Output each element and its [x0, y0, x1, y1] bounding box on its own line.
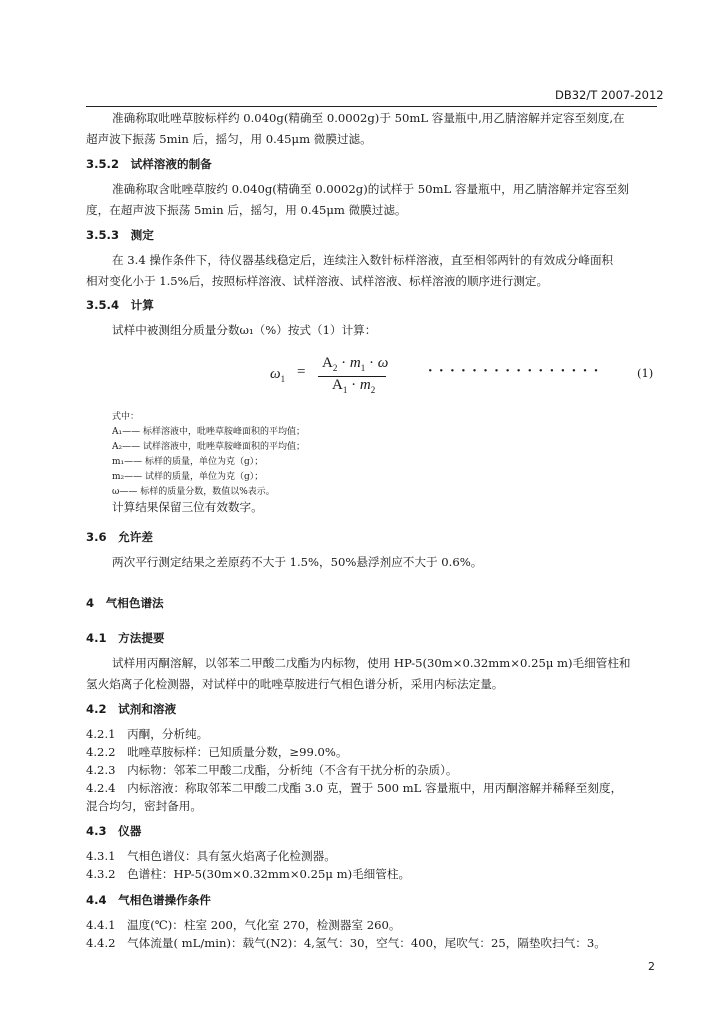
paragraph-line: 试样用丙酮溶解，以邻苯二甲酸二戊酯为内标物，使用 HP-5(30m×0.32mm×0.25μ m)毛细管柱和	[112, 656, 631, 670]
list-item: 4.3.2 色谱柱：HP-5(30m×0.32mm×0.25μ m)毛细管柱。	[86, 867, 411, 881]
list-item: 4.3.1 气相色谱仪：具有氢火焰离子化检测器。	[86, 849, 336, 863]
formula-numerator: $A_2 \cdot m_1 \cdot \omega$	[322, 355, 389, 373]
section-heading: 4.2 试剂和溶液	[86, 702, 177, 716]
formula-denominator: $A_1 \cdot m_2$	[332, 377, 376, 395]
header-rule	[86, 106, 657, 107]
document-number: DB32/T 2007-2012	[555, 88, 664, 102]
list-item: 4.2.2 吡唑草胺标样：已知质量分数，≥99.0%。	[86, 745, 348, 759]
list-item: 4.2.1 丙酮，分析纯。	[86, 727, 209, 741]
chapter-heading: 4 气相色谱法	[86, 596, 164, 610]
section-heading: 3.5.3 测定	[86, 228, 154, 242]
section-heading: 4.3 仪器	[86, 824, 142, 838]
paragraph-line: 氢火焰离子化检测器，对试样中的吡唑草胺进行气相色谱分析，采用内标法定量。	[86, 677, 504, 691]
section-heading: 4.1 方法提要	[86, 631, 165, 645]
paragraph-line: 准确称取含吡唑草胺约 0.040g(精确至 0.0002g)的试样于 50mL 容量瓶中，用乙腈溶解并定容至刻	[112, 182, 629, 196]
formula-leader-dots: · · · · · · · · · · · · · · · ·	[428, 364, 600, 379]
definition-line: m₁—— 标样的质量，单位为克（g）；	[112, 457, 264, 467]
list-item: 4.4.2 气体流量( mL/min)：载气(N2)：4,氢气：30，空气：400，尾吹气：25，隔垫吹扫气：3。	[86, 936, 606, 950]
paragraph-line: 准确称取吡唑草胺标样约 0.040g(精确至 0.0002g)于 50mL 容量瓶中,用乙腈溶解并定容至刻度,在	[112, 111, 625, 125]
paragraph-line: 度，在超声波下振荡 5min 后，摇匀，用 0.45μm 微膜过滤。	[86, 203, 407, 217]
list-item: 4.2.4 内标溶液：称取邻苯二甲酸二戊酯 3.0 克，置于 500 mL 容量瓶中，用丙酮溶解并稀释至刻度，	[86, 781, 623, 795]
formula-number: (1)	[637, 366, 654, 380]
paragraph-line: 计算结果保留三位有效数字。	[112, 500, 263, 514]
section-heading: 4.4 气相色谱操作条件	[86, 893, 211, 907]
definition-line: A₁—— 标样溶液中，吡唑草胺峰面积的平均值；	[112, 427, 305, 437]
formula-equals: =	[297, 364, 306, 380]
definition-line: ω—— 标样的质量分数，数值以%表示。	[112, 487, 275, 497]
page-number: 2	[648, 960, 655, 973]
list-item: 4.4.1 温度(℃)：柱室 200，气化室 270，检测器室 260。	[86, 918, 401, 932]
paragraph-line: 相对变化小于 1.5%后，按照标样溶液、试样溶液、试样溶液、标样溶液的顺序进行测定。	[86, 274, 549, 288]
list-item: 4.2.3 内标物：邻苯二甲酸二戊酯，分析纯（不含有干扰分析的杂质）。	[86, 763, 458, 777]
section-heading: 3.5.2 试样溶液的制备	[86, 157, 212, 171]
list-item: 混合均匀，密封备用。	[86, 799, 202, 813]
paragraph-line: 试样中被测组分质量分数ω₁（%）按式（1）计算：	[112, 323, 377, 337]
section-heading: 3.6 允许差	[86, 530, 153, 544]
section-heading: 3.5.4 计算	[86, 298, 154, 312]
paragraph-line: 超声波下振荡 5min 后，摇匀，用 0.45μm 微膜过滤。	[86, 132, 372, 146]
paragraph-line: 在 3.4 操作条件下，待仪器基线稳定后，连续注入数针标样溶液，直至相邻两针的有效成分峰面积	[112, 253, 614, 267]
definition-line: m₂—— 试样的质量，单位为克（g）；	[112, 472, 264, 482]
definition-line: A₂—— 试样溶液中，吡唑草胺峰面积的平均值；	[112, 442, 305, 452]
where-label: 式中：	[112, 412, 140, 422]
paragraph-line: 两次平行测定结果之差原药不大于 1.5%，50%悬浮剂应不大于 0.6%。	[112, 555, 483, 569]
formula-lhs: $\omega_1$	[270, 366, 286, 384]
